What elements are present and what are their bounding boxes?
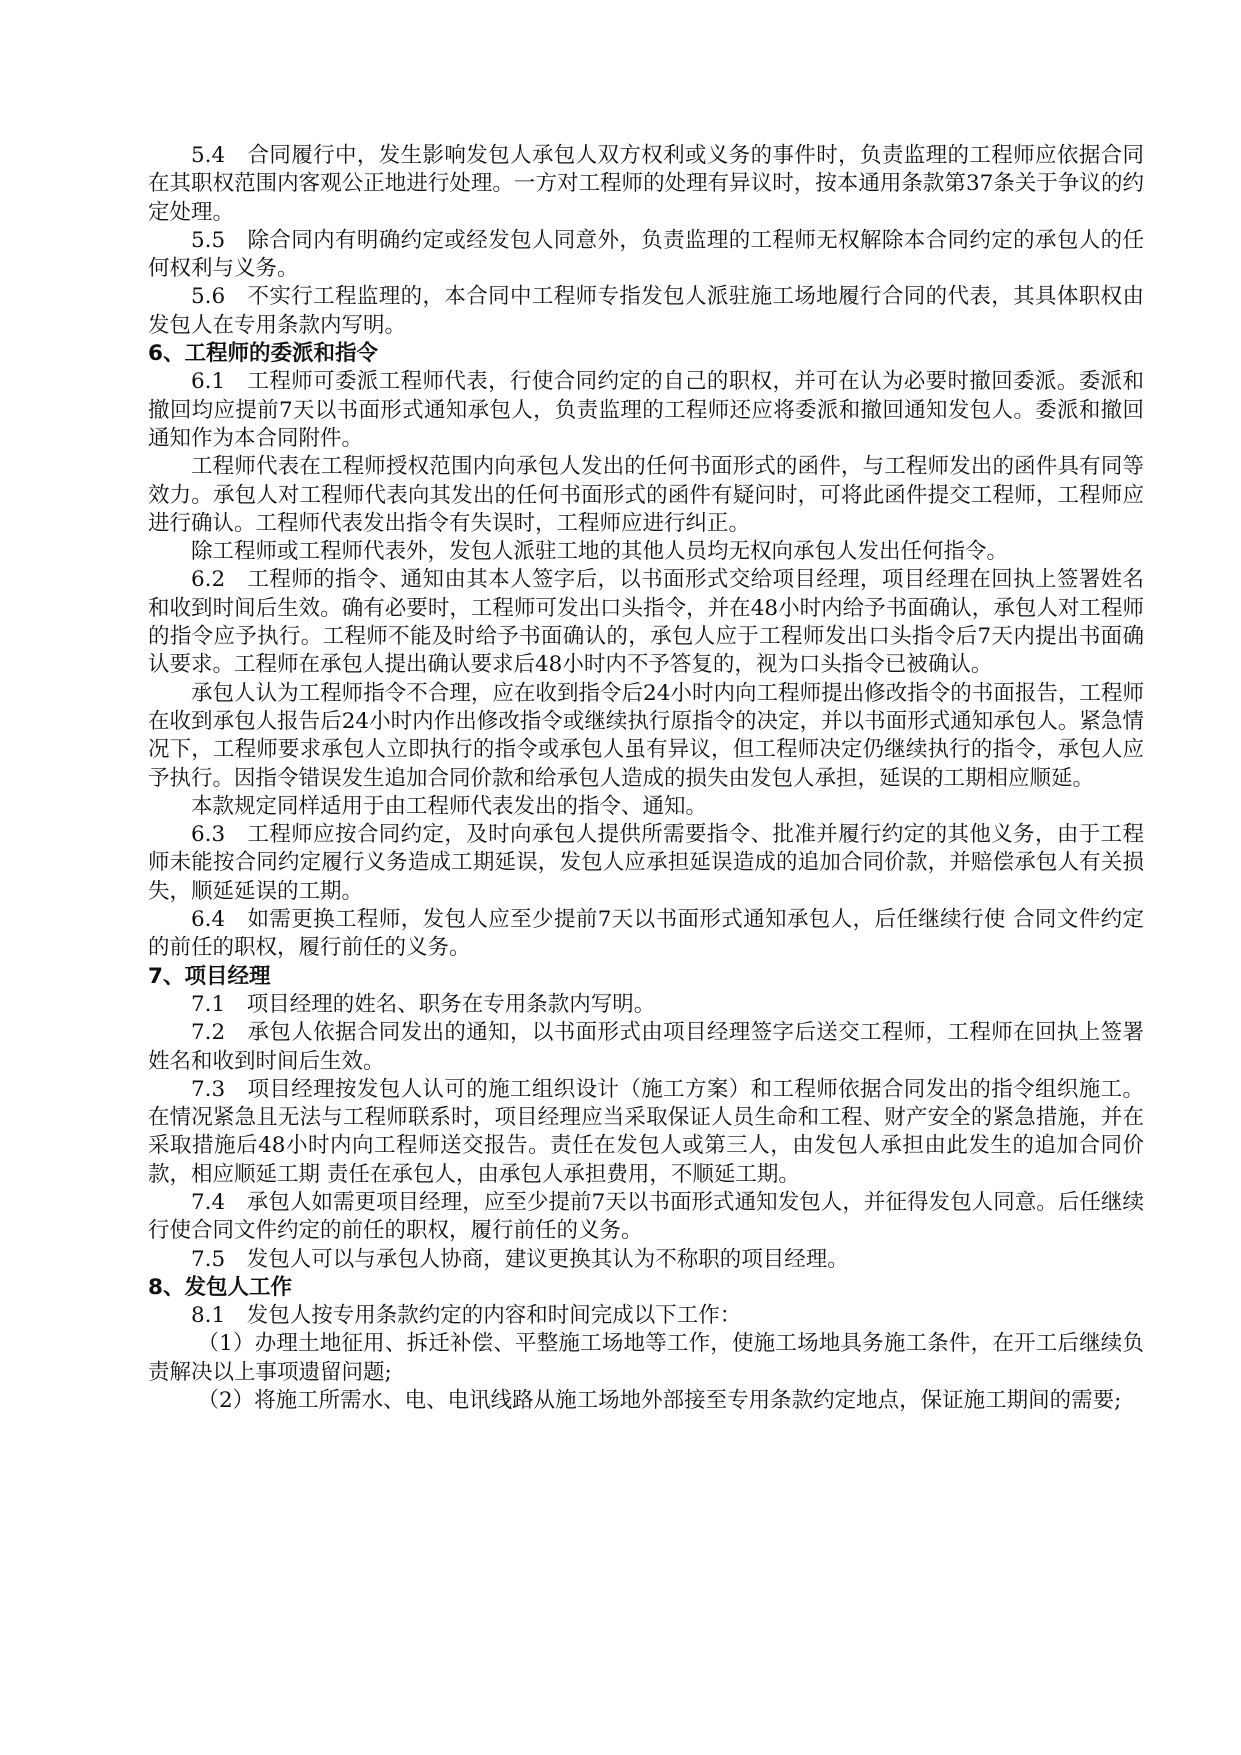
clause-5-5: 5.5 除合同内有明确约定或经发包人同意外，负责监理的工程师无权解除本合同约定的承包人的任何权利与义务。 [148, 227, 1144, 282]
clause-6-3: 6.3 工程师应按合同约定，及时向承包人提供所需要指令、批准并履行约定的其他义务，由于工程师未能按合同约定履行义务造成工期延误，发包人应承担延误造成的追加合同价款，并赔偿承包人有关损失，顺延延误的工期。 [148, 822, 1144, 904]
section-heading-6: 6、工程师的委派和指令 [148, 341, 378, 367]
clause-7-5: 7.5 发包人可以与承包人协商，建议更换其认为不称职的项目经理。 [191, 1246, 849, 1272]
clause-5-4: 5.4 合同履行中，发生影响发包人承包人双方权利或义务的事件时，负责监理的工程师应依据合同在其职权范围内客观公正地进行处理。一方对工程师的处理有异议时，按本通用条款第37条关于争议的约定处理。 [148, 143, 1144, 225]
clause-6-1-para-2: 工程师代表在工程师授权范围内向承包人发出的任何书面形式的函件，与工程师发出的函件具有同等效力。承包人对工程师代表向其发出的任何书面形式的函件有疑问时，可将此函件提交工程师，工程师应进行确认。工程师代表发出指令有失误时，工程师应进行纠正。 [148, 454, 1144, 536]
clause-8-1: 8.1 发包人按专用条款约定的内容和时间完成以下工作： [191, 1303, 742, 1329]
clause-8-1-item-1: （1）办理土地征用、拆迁补偿、平整施工场地等工作，使施工场地具务施工条件，在开工后继续负责解决以上事项遗留问题; [148, 1331, 1144, 1385]
clause-6-2: 6.2 工程师的指令、通知由其本人签字后，以书面形式交给项目经理，项目经理在回执上签署姓名和收到时间后生效。确有必要时，工程师可发出口头指令，并在48小时内给予书面确认，承包人对工程师的指令应予执行。工程师不能及时给予书面确认的，承包人应于工程师发出口头指令后7天内提出书面确认要求。工程师在承包人提出确认要求后48小时内不予答复的，视为口头指令已被确认。 [148, 567, 1144, 678]
clause-6-1-para-3: 除工程师或工程师代表外，发包人派驻工地的其他人员均无权向承包人发出任何指令。 [191, 539, 1009, 565]
section-heading-7: 7、项目经理 [148, 963, 271, 989]
section-heading-8: 8、发包人工作 [148, 1274, 292, 1300]
clause-6-4: 6.4 如需更换工程师，发包人应至少提前7天以书面形式通知承包人，后任继续行使 合同文件约定的前任的职权，履行前任的义务。 [148, 907, 1144, 961]
clause-7-3: 7.3 项目经理按发包人认可的施工组织设计（施工方案）和工程师依据合同发出的指令组织施工。在情况紧急且无法与工程师联系时，项目经理应当采取保证人员生命和工程、财产安全的紧急措施，并在采取措施后48小时内向工程师送交报告。责任在发包人或第三人，由发包人承担由此发生的追加合同价款，相应顺延工期 责任在承包人，由承包人承担费用，不顺延工期。 [148, 1076, 1144, 1187]
clause-7-4: 7.4 承包人如需更项目经理，应至少提前7天以书面形式通知发包人，并征得发包人同意。后任继续行使合同文件约定的前任的职权，履行前任的义务。 [148, 1189, 1144, 1244]
clause-7-1: 7.1 项目经理的姓名、职务在专用条款内写明。 [191, 991, 656, 1017]
clause-7-2: 7.2 承包人依据合同发出的通知，以书面形式由项目经理签字后送交工程师，工程师在回执上签署姓名和收到时间后生效。 [148, 1020, 1144, 1074]
clause-6-2-para-2: 承包人认为工程师指令不合理，应在收到指令后24小时内向工程师提出修改指令的书面报告，工程师在收到承包人报告后24小时内作出修改指令或继续执行原指令的决定，并以书面形式通知承包人。紧急情况下，工程师要求承包人立即执行的指令或承包人虽有异议，但工程师决定仍继续执行的指令，承包人应予执行。因指令错误发生追加合同价款和给承包人造成的损失由发包人承担，延误的工期相应顺延。 [148, 680, 1144, 791]
clause-8-1-item-2: （2）将施工所需水、电、电讯线路从施工场地外部接至专用条款约定地点，保证施工期间的需要; [197, 1388, 1122, 1414]
clause-6-2-para-3: 本款规定同样适用于由工程师代表发出的指令、通知。 [191, 793, 708, 819]
clause-5-6: 5.6 不实行工程监理的，本合同中工程师专指发包人派驻施工场地履行合同的代表，其具体职权由发包人在专用条款内写明。 [148, 284, 1144, 338]
clause-6-1: 6.1 工程师可委派工程师代表，行使合同约定的自己的职权，并可在认为必要时撤回委派。委派和撤回均应提前7天以书面形式通知承包人，负责监理的工程师还应将委派和撤回通知发包人。委派和撤回通知作为本合同附件。 [148, 369, 1144, 451]
document-page [148, 142, 1144, 1415]
